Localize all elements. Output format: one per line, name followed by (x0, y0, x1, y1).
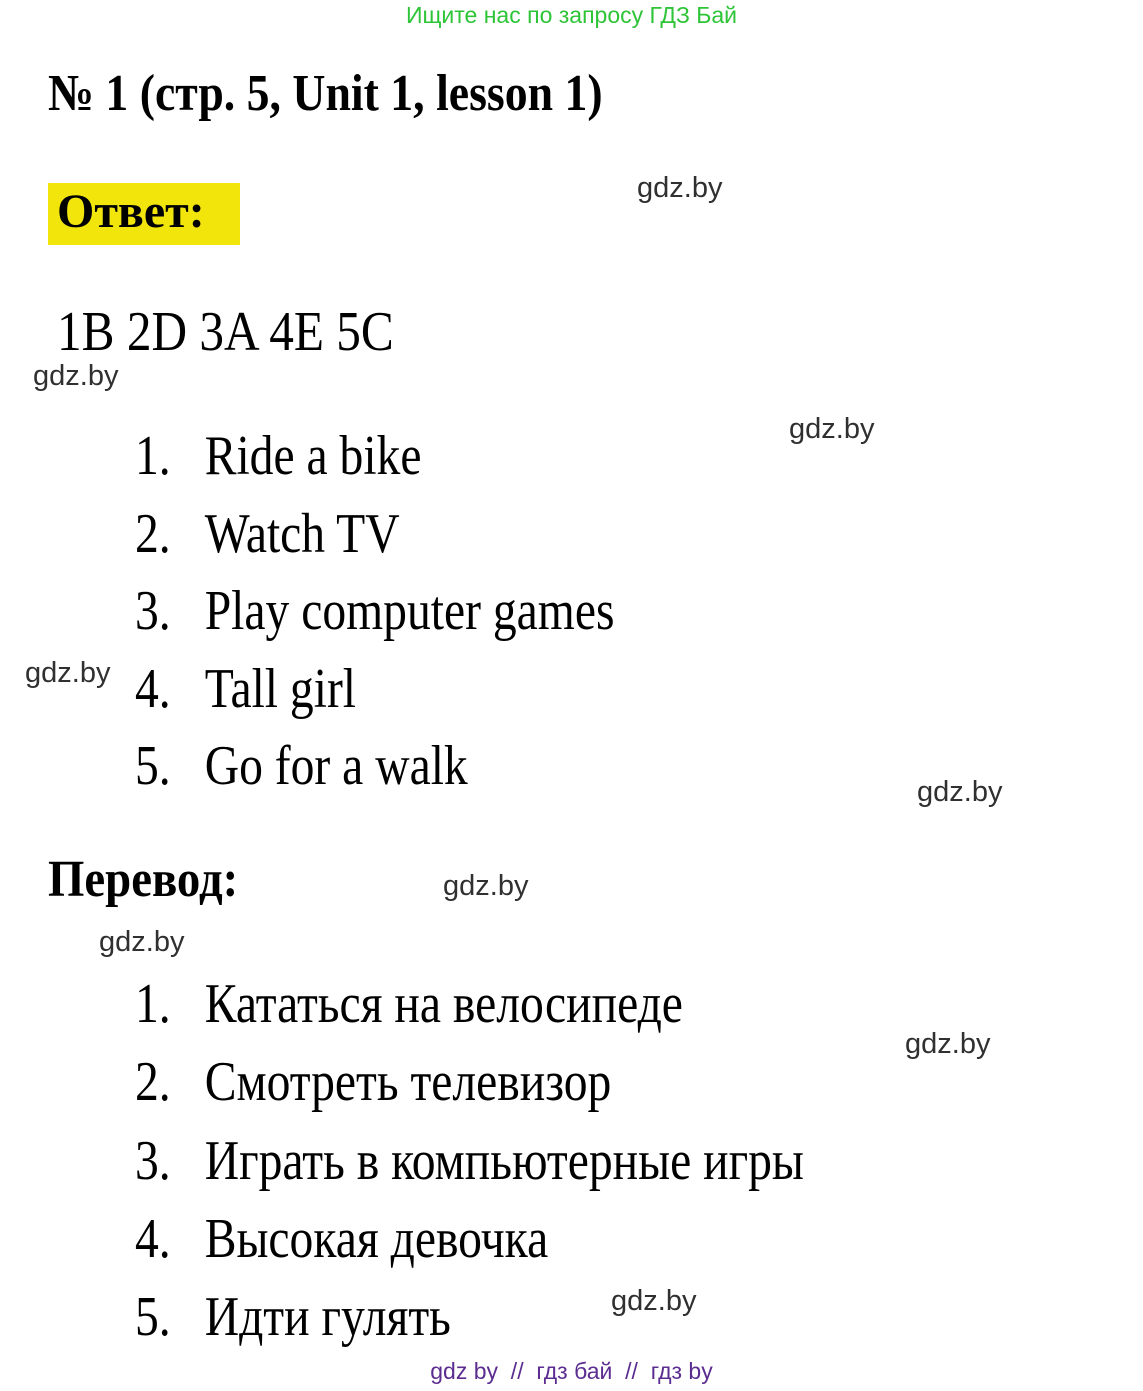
item-text: Tall girl (204, 657, 357, 720)
list-item (135, 1129, 804, 1207)
item-text: Go for a walk (204, 735, 468, 797)
item-text: Играть в компьютерные игры (204, 1129, 804, 1192)
list-item (135, 579, 614, 657)
promo-banner-text: Ищите нас по запросу ГДЗ Бай (405, 2, 738, 28)
list-item (135, 1050, 804, 1128)
item-number: 5. (135, 735, 171, 797)
footer-text: gdz by // гдз бай // гдз by (430, 1358, 713, 1384)
gdz-watermark: gdz.by (25, 657, 111, 689)
answer-heading: Ответ: (48, 183, 240, 245)
list-item (135, 424, 614, 502)
item-number: 1. (135, 425, 171, 487)
item-text: Идти гулять (204, 1286, 451, 1349)
item-number: 3. (135, 1129, 171, 1192)
list-item (135, 502, 614, 580)
item-number: 4. (135, 1207, 171, 1270)
page-title: № 1 (стр. 5, Unit 1, lesson 1) (48, 65, 603, 122)
list-item (135, 734, 614, 812)
item-number: 3. (135, 580, 171, 642)
item-text: Ride a bike (204, 425, 422, 487)
gdz-watermark: gdz.by (99, 926, 185, 958)
item-text: Play computer games (204, 580, 615, 642)
list-item (135, 1285, 804, 1363)
gdz-watermark: gdz.by (637, 172, 723, 204)
answer-list (135, 424, 699, 812)
gdz-watermark: gdz.by (443, 870, 529, 902)
item-text: Кататься на велосипеде (204, 973, 683, 1035)
item-text: Смотреть телевизор (204, 1051, 612, 1114)
gdz-watermark: gdz.by (611, 1285, 697, 1317)
item-number: 2. (135, 502, 171, 565)
list-item (135, 657, 614, 735)
item-number: 4. (135, 657, 171, 720)
item-text: Watch TV (204, 502, 400, 565)
gdz-watermark: gdz.by (905, 1028, 991, 1060)
list-item (135, 1207, 804, 1285)
item-number: 1. (135, 973, 171, 1035)
list-item (135, 972, 804, 1050)
item-number: 5. (135, 1286, 171, 1349)
gdz-watermark: gdz.by (33, 360, 119, 392)
translation-heading: Перевод: (48, 851, 239, 908)
translation-list (135, 972, 922, 1363)
answer-key: 1B 2D 3A 4E 5C (57, 301, 394, 363)
item-text: Высокая девочка (204, 1207, 549, 1270)
gdz-watermark: gdz.by (789, 413, 875, 445)
gdz-watermark: gdz.by (917, 776, 1003, 808)
item-number: 2. (135, 1051, 171, 1114)
